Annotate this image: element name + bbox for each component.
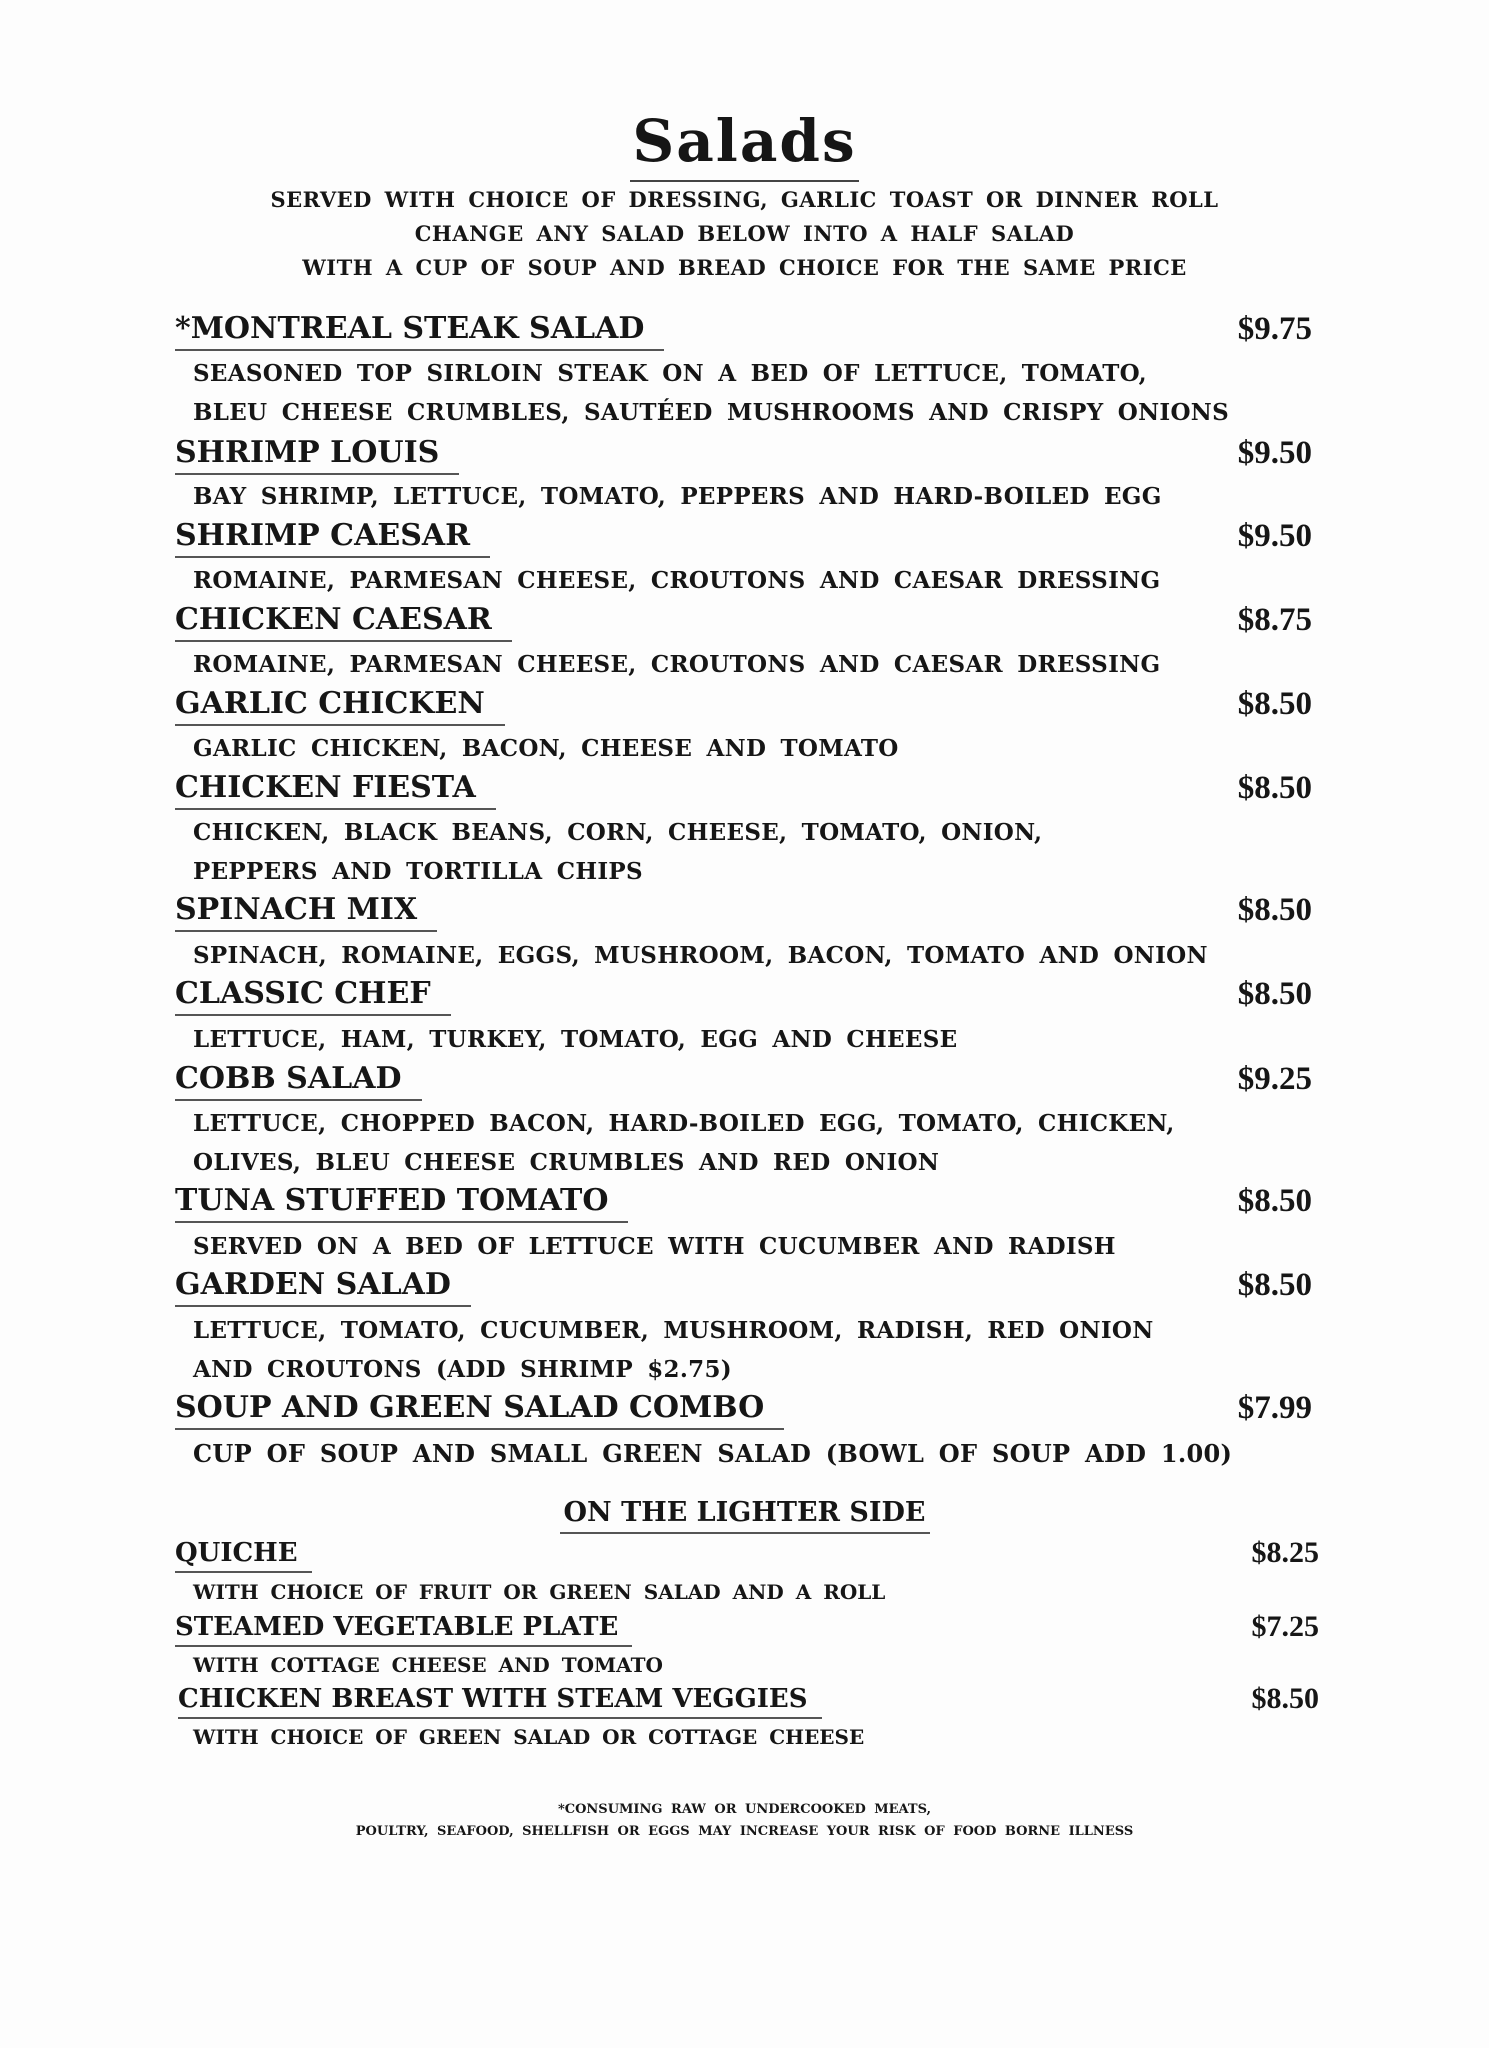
item-price-cobb-salad: $9.25 bbox=[1237, 1061, 1312, 1097]
item-desc: OLIVES, BLEU CHEESE CRUMBLES AND RED ONION bbox=[193, 1149, 940, 1176]
item-desc: CUP OF SOUP AND SMALL GREEN SALAD (BOWL OF SOUP ADD 1.00) bbox=[193, 1439, 1233, 1468]
item-desc: SERVED ON A BED OF LETTUCE WITH CUCUMBER AND RADISH bbox=[193, 1233, 1116, 1260]
item-name-quiche: QUICHE bbox=[175, 1535, 312, 1573]
item-name-tuna-stuffed-tomato: TUNA STUFFED TOMATO bbox=[175, 1181, 628, 1223]
item-name-soup-and-green-salad-combo: SOUP AND GREEN SALAD COMBO bbox=[175, 1388, 784, 1430]
intro-line-1: SERVED WITH CHOICE OF DRESSING, GARLIC TOAST OR DINNER ROLL bbox=[270, 187, 1219, 212]
item-name-montreal-steak-salad: *MONTREAL STEAK SALAD bbox=[175, 309, 664, 351]
item-desc: GARLIC CHICKEN, BACON, CHEESE AND TOMATO bbox=[193, 735, 899, 762]
item-price-classic-chef: $8.50 bbox=[1237, 976, 1312, 1012]
item-name-garlic-chicken: GARLIC CHICKEN bbox=[175, 684, 505, 726]
item-price-garden-salad: $8.50 bbox=[1237, 1267, 1312, 1303]
item-price-chicken-fiesta: $8.50 bbox=[1237, 770, 1312, 806]
item-desc: WITH COTTAGE CHEESE AND TOMATO bbox=[193, 1653, 663, 1677]
item-desc: PEPPERS AND TORTILLA CHIPS bbox=[193, 858, 643, 885]
item-price-shrimp-louis: $9.50 bbox=[1237, 435, 1312, 471]
item-name-chicken-breast-with-steam-veggies: CHICKEN BREAST WITH STEAM VEGGIES bbox=[178, 1681, 822, 1719]
item-desc: BAY SHRIMP, LETTUCE, TOMATO, PEPPERS AND HARD-BOILED EGG bbox=[193, 483, 1162, 510]
item-desc: ROMAINE, PARMESAN CHEESE, CROUTONS AND CAESAR DRESSING bbox=[193, 567, 1161, 594]
footnote-line-1: *CONSUMING RAW OR UNDERCOOKED MEATS, bbox=[557, 1802, 932, 1817]
section-title-text: ON THE LIGHTER SIDE bbox=[560, 1494, 930, 1534]
item-name-shrimp-louis: SHRIMP LOUIS bbox=[175, 433, 459, 475]
item-name-garden-salad: GARDEN SALAD bbox=[175, 1265, 471, 1307]
intro-line-3: WITH A CUP OF SOUP AND BREAD CHOICE FOR THE SAME PRICE bbox=[302, 255, 1187, 280]
item-desc: WITH CHOICE OF FRUIT OR GREEN SALAD AND A ROLL bbox=[193, 1580, 886, 1604]
item-name-shrimp-caesar: SHRIMP CAESAR bbox=[175, 516, 490, 558]
item-name-steamed-vegetable-plate: STEAMED VEGETABLE PLATE bbox=[175, 1609, 632, 1647]
item-name-chicken-caesar: CHICKEN CAESAR bbox=[175, 600, 512, 642]
item-price-tuna-stuffed-tomato: $8.50 bbox=[1237, 1183, 1312, 1219]
item-desc: AND CROUTONS (ADD SHRIMP $2.75) bbox=[193, 1356, 732, 1383]
item-price-chicken-caesar: $8.75 bbox=[1237, 602, 1312, 638]
item-name-spinach-mix: SPINACH MIX bbox=[175, 890, 437, 932]
footnote-line-2: POULTRY, SEAFOOD, SHELLFISH OR EGGS MAY INCREASE YOUR RISK OF FOOD BORNE ILLNESS bbox=[355, 1824, 1134, 1839]
item-name-cobb-salad: COBB SALAD bbox=[175, 1059, 422, 1101]
item-desc: CHICKEN, BLACK BEANS, CORN, CHEESE, TOMATO, ONION, bbox=[193, 819, 1043, 846]
item-price-shrimp-caesar: $9.50 bbox=[1237, 518, 1312, 554]
item-price-spinach-mix: $8.50 bbox=[1237, 892, 1312, 928]
item-desc: SEASONED TOP SIRLOIN STEAK ON A BED OF LETTUCE, TOMATO, bbox=[193, 360, 1147, 387]
item-desc: WITH CHOICE OF GREEN SALAD OR COTTAGE CHEESE bbox=[193, 1725, 865, 1749]
item-desc: SPINACH, ROMAINE, EGGS, MUSHROOM, BACON, TOMATO AND ONION bbox=[193, 942, 1208, 969]
item-desc: LETTUCE, HAM, TURKEY, TOMATO, EGG AND CHEESE bbox=[193, 1026, 958, 1053]
item-desc: LETTUCE, CHOPPED BACON, HARD-BOILED EGG, TOMATO, CHICKEN, bbox=[193, 1110, 1175, 1137]
item-price-soup-and-green-salad-combo: $7.99 bbox=[1237, 1390, 1312, 1426]
item-price-steamed-vegetable-plate: $7.25 bbox=[1251, 1610, 1319, 1643]
menu-title bbox=[0, 104, 1489, 182]
item-price-garlic-chicken: $8.50 bbox=[1237, 686, 1312, 722]
menu-title-text: Salads bbox=[630, 104, 858, 182]
item-desc: ROMAINE, PARMESAN CHEESE, CROUTONS AND CAESAR DRESSING bbox=[193, 651, 1161, 678]
item-desc: LETTUCE, TOMATO, CUCUMBER, MUSHROOM, RADISH, RED ONION bbox=[193, 1317, 1154, 1344]
item-name-chicken-fiesta: CHICKEN FIESTA bbox=[175, 768, 496, 810]
item-price-montreal-steak-salad: $9.75 bbox=[1237, 311, 1312, 347]
item-name-classic-chef: CLASSIC CHEF bbox=[175, 974, 451, 1016]
intro-line-2: CHANGE ANY SALAD BELOW INTO A HALF SALAD bbox=[414, 221, 1075, 246]
item-price-chicken-breast-with-steam-veggies: $8.50 bbox=[1251, 1682, 1319, 1715]
item-price-quiche: $8.25 bbox=[1251, 1536, 1319, 1569]
item-desc: BLEU CHEESE CRUMBLES, SAUTÉED MUSHROOMS AND CRISPY ONIONS bbox=[193, 399, 1230, 426]
section-title-lighter-side bbox=[0, 1494, 1489, 1534]
